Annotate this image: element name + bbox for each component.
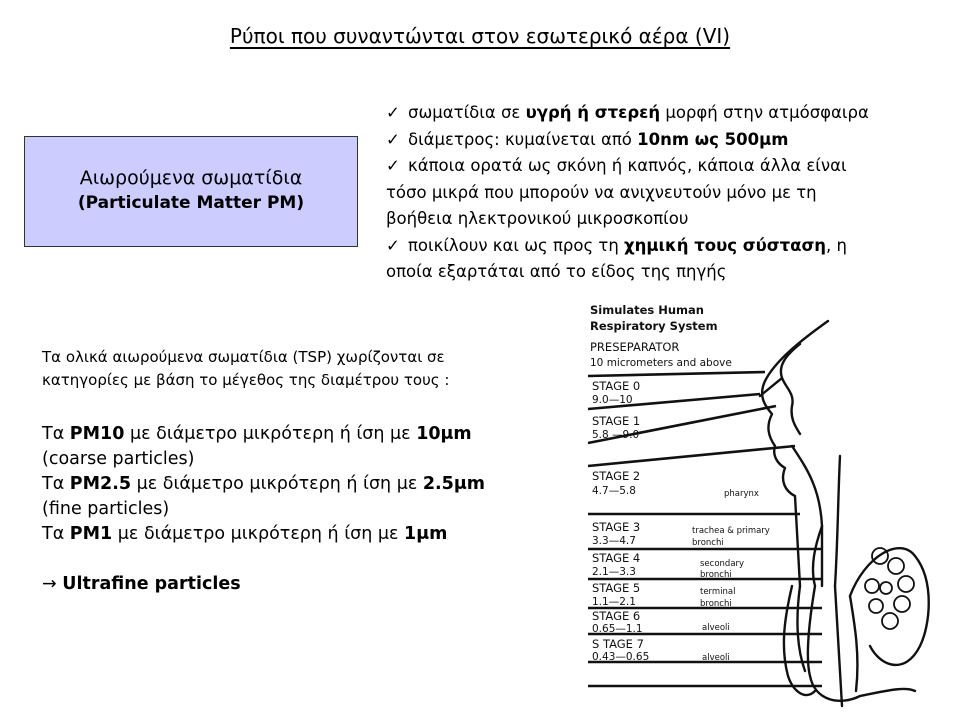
stage-labels [590, 340, 770, 663]
bullet-phase: ✓ σωματίδια σε υγρή ή στερεή μορφή στην ατμόσφαιρα [386, 100, 946, 127]
box-subtitle: (Particulate Matter PM) [77, 193, 305, 213]
stage-name: STAGE 4 [592, 551, 641, 565]
organ-label: bronchi [692, 538, 724, 548]
organ-label: terminal [700, 587, 736, 597]
ultrafine-line: → Ultrafine particles [42, 574, 241, 594]
organ-label: secondary [700, 559, 745, 569]
tsp-text: Τα ολικά αιωρούμενα σωματίδια (TSP) χωρίζονται σε κατηγορίες με βάση το μέγεθος της διαμέτρου τους : [42, 348, 450, 389]
diagram-heading: Simulates Human [590, 303, 704, 317]
pm25-line: Τα PM2.5 με διάμετρο μικρότερη ή ίση με 2.5μm [42, 474, 485, 494]
stage-name: PRESEPARATOR [590, 340, 680, 354]
check-icon: ✓ [386, 103, 400, 122]
organ-label: pharynx [724, 489, 759, 499]
pm25-note: (fine particles) [42, 499, 170, 519]
bullet-visibility-cont: βοήθεια ηλεκτρονικού μικροσκοπίου [386, 209, 689, 228]
pm-categories [42, 422, 562, 597]
stage-name: S TAGE 7 [592, 637, 644, 651]
respiratory-system-diagram [560, 296, 940, 720]
stage-range: 1.1—2.1 [592, 596, 636, 608]
diagram-heading: Respiratory System [590, 319, 718, 333]
organ-label: trachea & primary [692, 526, 770, 536]
stage-range: 2.1—3.3 [592, 566, 636, 578]
slide-title: Ρύποι που συναντώνται στον εσωτερικό αέρα (VI) [229, 24, 731, 48]
bullet-composition: ✓ ποικίλουν και ως προς τη χημική τους σύσταση, η [386, 233, 946, 260]
particulate-matter-box [24, 136, 358, 247]
organ-label: alveoli [702, 653, 730, 663]
organ-label: bronchi [700, 599, 732, 609]
stage-range: 10 micrometers and above [590, 357, 732, 369]
stage-name: STAGE 6 [592, 609, 641, 623]
stage-name: STAGE 3 [592, 520, 641, 534]
stage-range: 0.65—1.1 [592, 623, 643, 635]
stage-range: 0.43—0.65 [592, 651, 650, 663]
stage-range: 5.8 —9.0 [592, 429, 640, 441]
stage-range: 4.7—5.8 [592, 485, 636, 497]
bullet-diameter: ✓ διάμετρος: κυμαίνεται από 10nm ως 500μm [386, 127, 946, 154]
alveoli-cluster [865, 548, 914, 629]
pm1-line: Τα PM1 με διάμετρο μικρότερη ή ίση με 1μm [42, 524, 448, 544]
pm10-note: (coarse particles) [42, 449, 195, 469]
check-icon: ✓ [386, 235, 400, 255]
stage-name: STAGE 0 [592, 379, 641, 393]
bullet-visibility-cont: τόσο μικρά που μπορούν να ανιχνευτούν μόνο με τη [386, 182, 817, 202]
properties-list [386, 100, 946, 286]
check-icon: ✓ [386, 156, 400, 175]
organ-label: bronchi [700, 570, 732, 580]
bullet-visibility: ✓ κάποια ορατά ως σκόνη ή καπνός, κάποια άλλα είναι [386, 153, 946, 180]
arrow-right-icon: → [42, 574, 57, 594]
stage-name: STAGE 5 [592, 581, 641, 595]
bullet-composition-cont: οποία εξαρτάται από το είδος της πηγής [386, 262, 727, 281]
box-title: Αιωρούμενα σωματίδια [79, 167, 303, 189]
pm10-line: Τα PM10 με διάμετρο μικρότερη ή ίση με 10μm [42, 424, 472, 444]
stage-name: STAGE 1 [592, 414, 641, 428]
organ-label: alveoli [702, 623, 730, 633]
check-icon: ✓ [386, 129, 400, 149]
stage-range: 3.3—4.7 [592, 535, 636, 547]
stage-range: 9.0—10 [592, 394, 633, 406]
stage-name: STAGE 2 [592, 469, 641, 483]
